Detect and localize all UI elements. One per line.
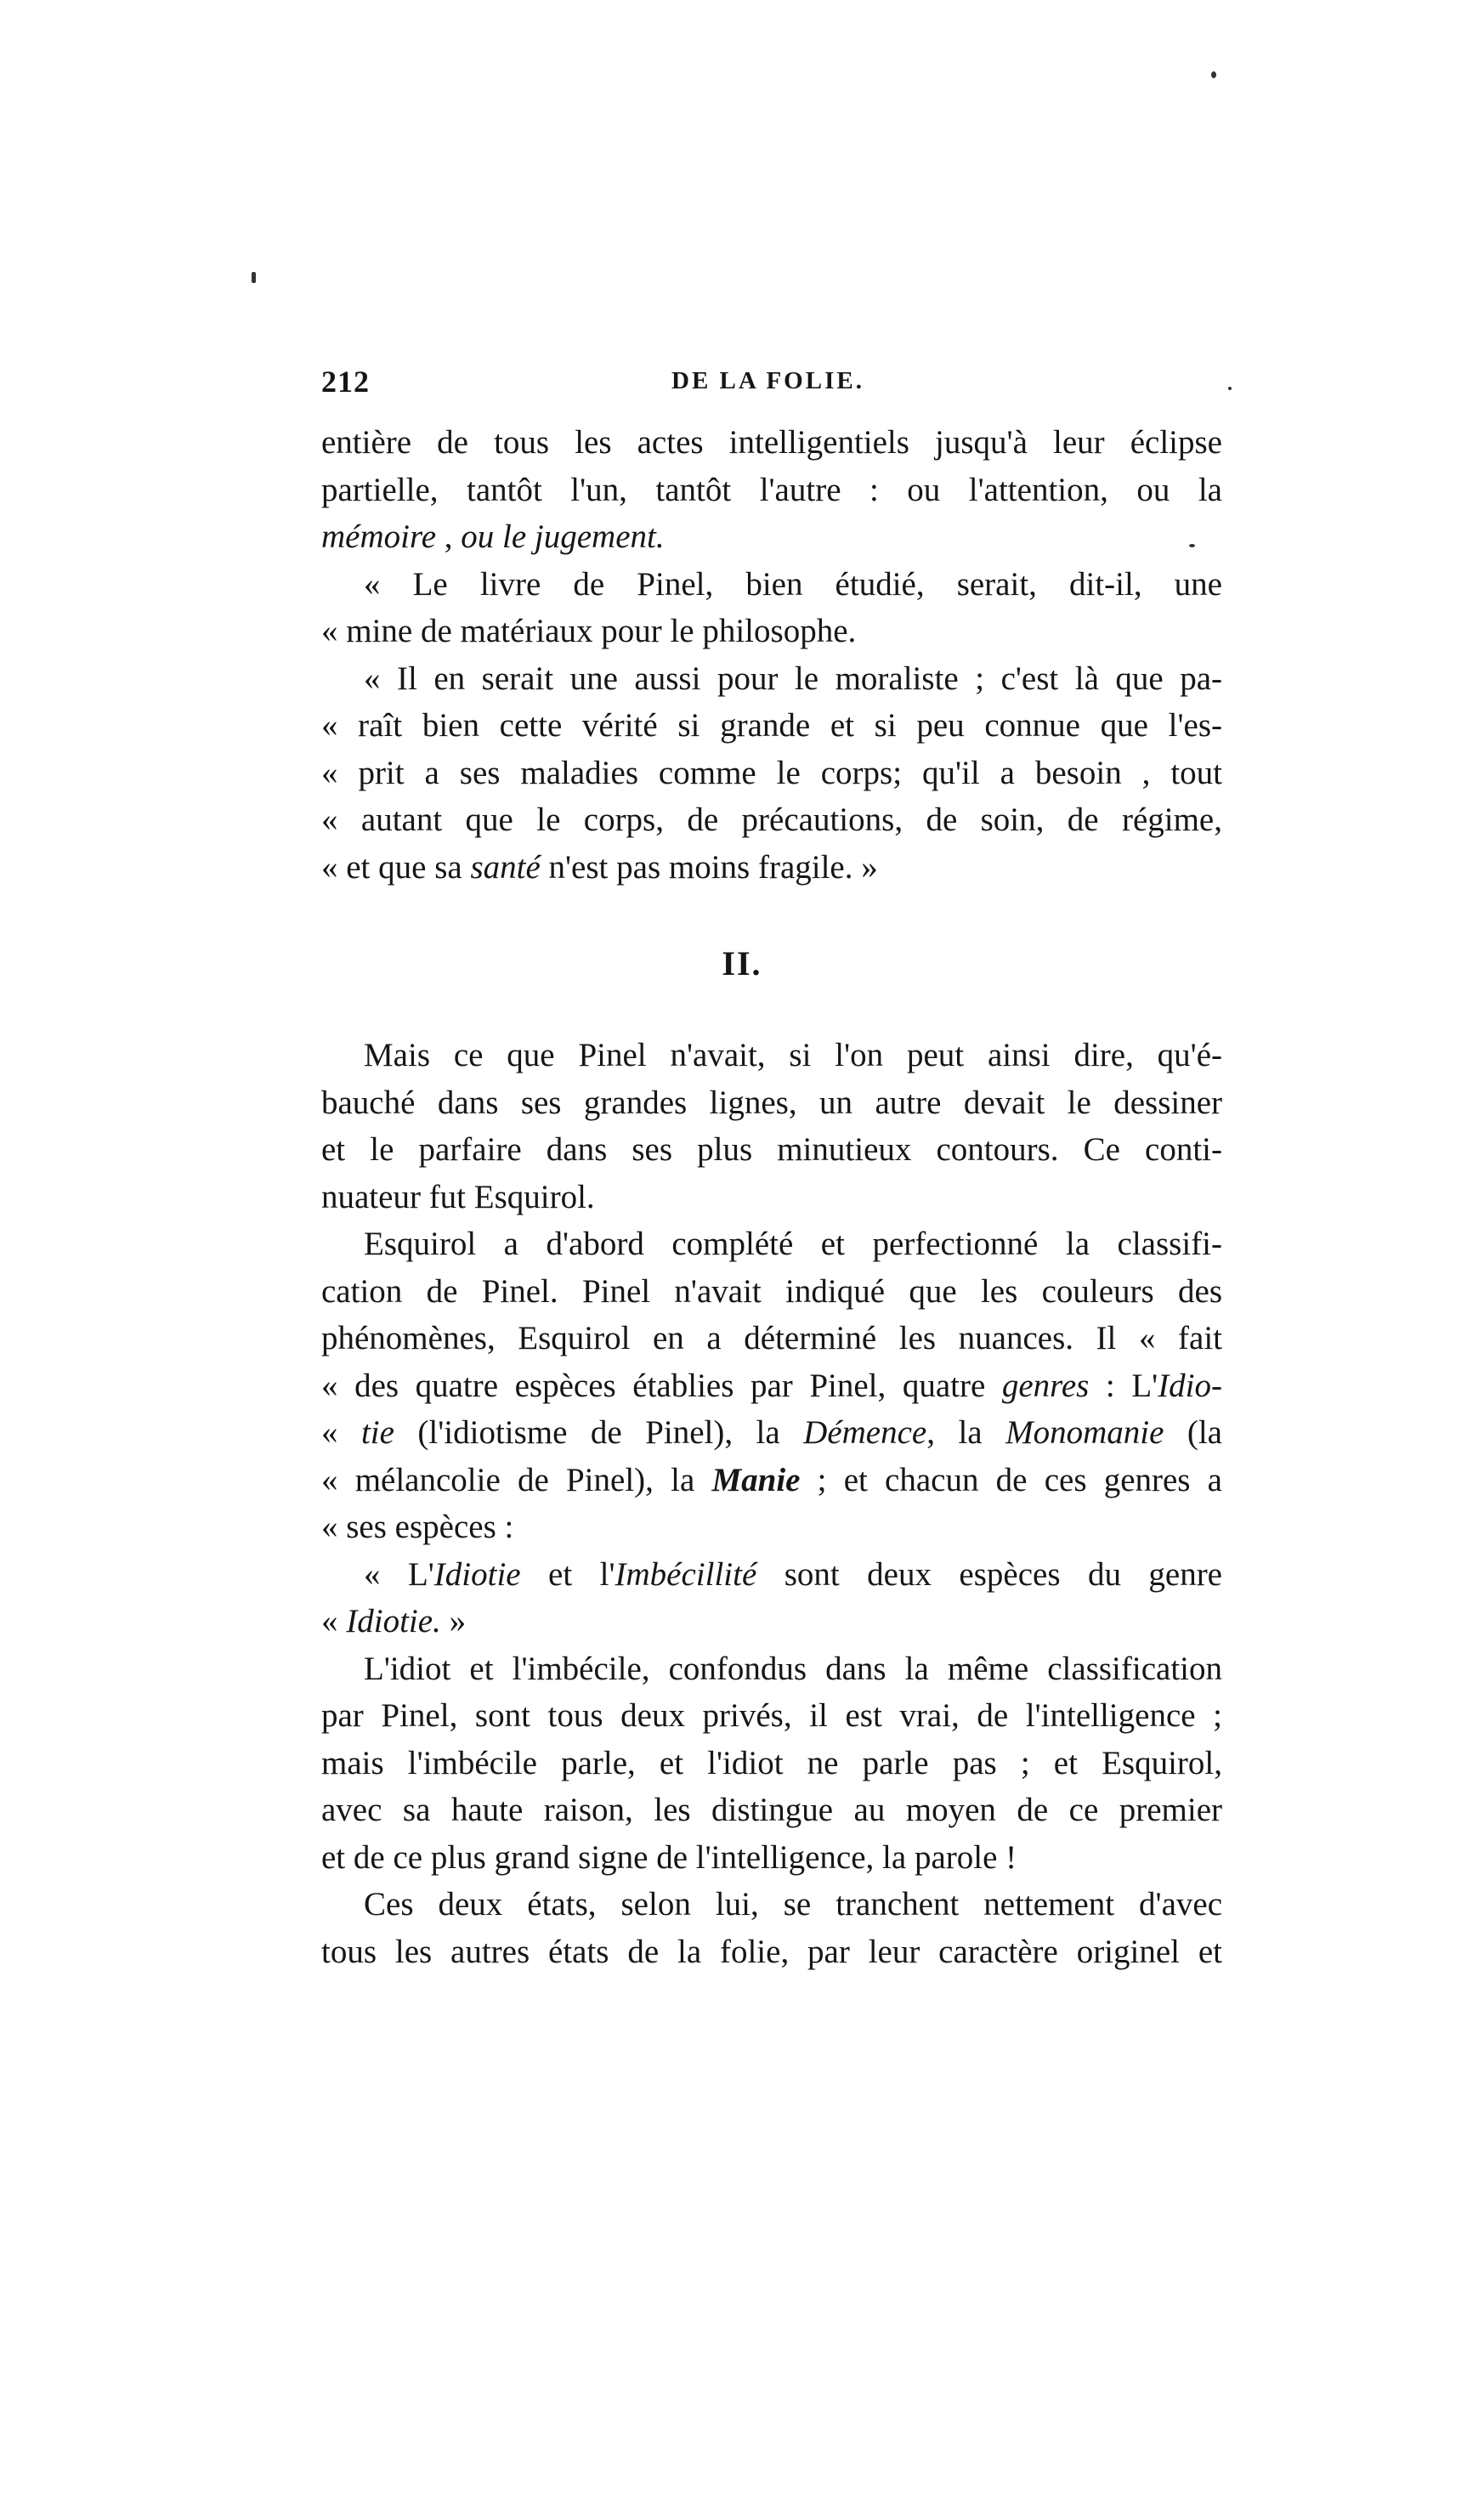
text-line: « des quatre espèces établies par Pinel, quatre genres : L'Idio-	[321, 1367, 1222, 1404]
text-block-section-two	[321, 1032, 1222, 1975]
text-line: phénomènes, Esquirol en a déterminé les nuances. Il « fait	[321, 1320, 1222, 1356]
text-line: bauché dans ses grandes lignes, un autre devait le dessiner	[321, 1084, 1222, 1121]
running-title: DE LA FOLIE.	[671, 367, 864, 394]
text-line: « Idiotie. »	[321, 1603, 467, 1639]
text-line: entière de tous les actes intelligentiels jusqu'à leur éclipse	[321, 424, 1222, 461]
text-line: Mais ce que Pinel n'avait, si l'on peut ainsi dire, qu'é-	[364, 1037, 1222, 1073]
text-line: « tie (l'idiotisme de Pinel), la Démence, la Monomanie (la	[321, 1414, 1222, 1451]
text-line: par Pinel, sont tous deux privés, il est vrai, de l'intelligence ;	[321, 1697, 1222, 1734]
text-line: L'idiot et l'imbécile, confondus dans la même classification	[364, 1650, 1222, 1687]
text-line: cation de Pinel. Pinel n'avait indiqué que les couleurs des	[321, 1272, 1222, 1310]
text-line: « Il en serait une aussi pour le moraliste ; c'est là que pa-	[364, 660, 1222, 697]
text-line: « L'Idiotie et l'Imbécillité sont deux espèces du genre	[364, 1555, 1222, 1593]
scan-speck	[1211, 71, 1216, 78]
text-line: « Le livre de Pinel, bien étudié, serait, dit-il, une	[364, 565, 1222, 603]
text-block-continuation	[321, 419, 1222, 891]
page-number: 212	[321, 365, 370, 399]
text-line: nuateur fut Esquirol.	[321, 1178, 595, 1215]
scan-speck	[1228, 387, 1232, 390]
text-line: « autant que le corps, de précautions, de soin, de régime,	[321, 801, 1222, 838]
text-line: Esquirol a d'abord complété et perfectionné la classifi-	[364, 1226, 1222, 1262]
text-line: tous les autres états de la folie, par leur caractère originel et	[321, 1933, 1222, 1970]
page-header	[321, 364, 1222, 415]
text-line: et de ce plus grand signe de l'intelligence, la parole !	[321, 1838, 1017, 1876]
text-line: « et que sa santé n'est pas moins fragile. »	[321, 848, 878, 886]
section-numeral: II.	[722, 944, 762, 983]
text-line: Ces deux états, selon lui, se tranchent nettement d'avec	[364, 1886, 1222, 1923]
text-line: mémoire , ou le jugement.	[321, 518, 665, 555]
text-line: mais l'imbécile parle, et l'idiot ne parle pas ; et Esquirol,	[321, 1744, 1222, 1781]
text-line: et le parfaire dans ses plus minutieux contours. Ce conti-	[321, 1131, 1222, 1168]
text-line: « mélancolie de Pinel), la Manie ; et chacun de ces genres a	[321, 1461, 1222, 1498]
scan-speck	[252, 272, 256, 283]
text-line: partielle, tantôt l'un, tantôt l'autre : ou l'attention, ou la	[321, 471, 1222, 508]
text-line: « prit a ses maladies comme le corps; qu'il a besoin , tout	[321, 754, 1222, 791]
text-line: « ses espèces :	[321, 1509, 514, 1545]
text-line: avec sa haute raison, les distingue au moyen de ce premier	[321, 1792, 1222, 1828]
text-line: « raît bien cette vérité si grande et si peu connue que l'es-	[321, 707, 1222, 744]
text-line: « mine de matériaux pour le philosophe.	[321, 613, 857, 649]
